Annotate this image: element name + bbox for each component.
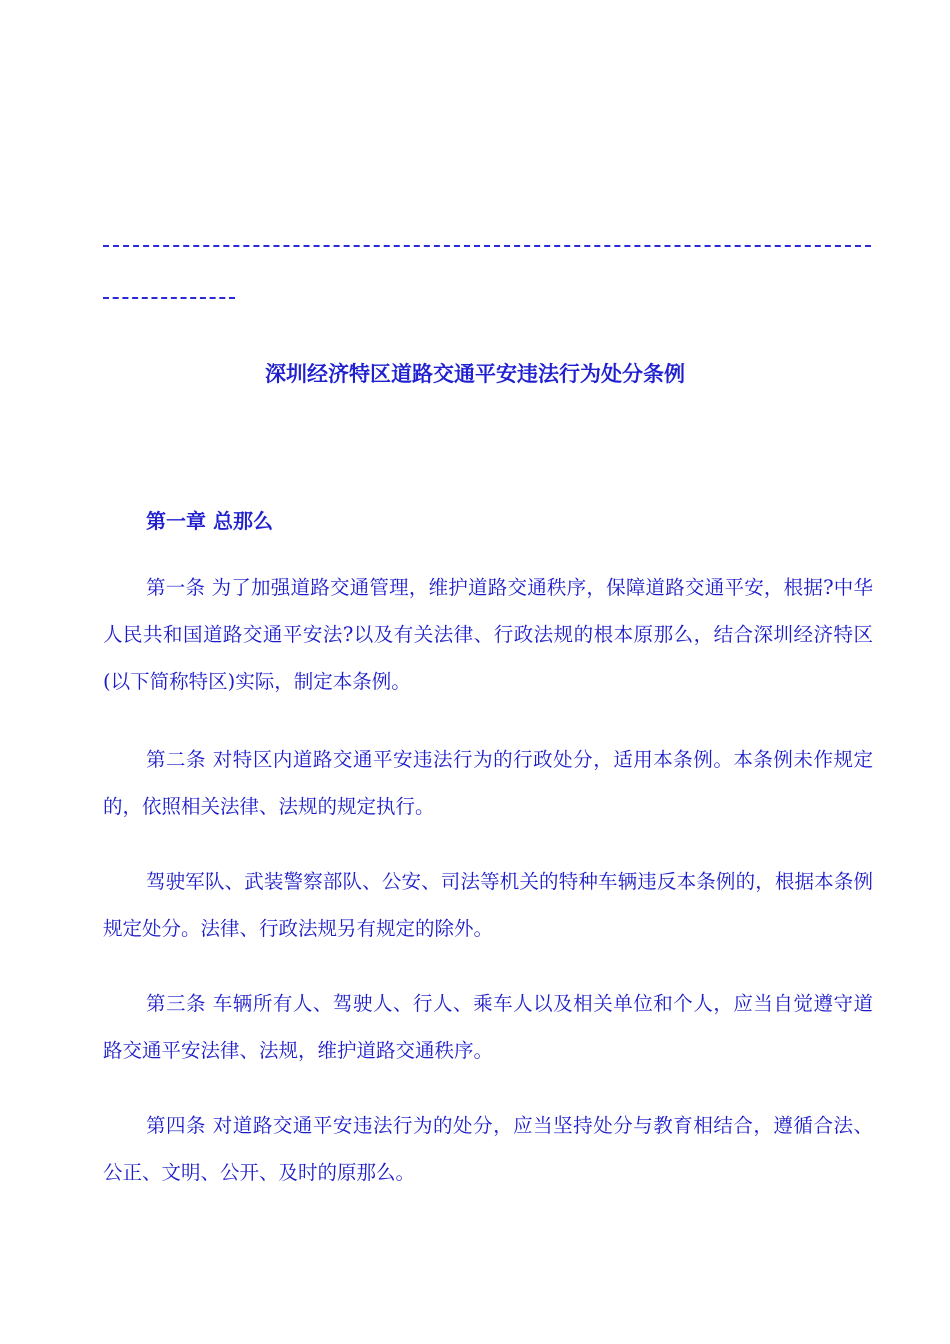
article-1-paragraph: 第一条 为了加强道路交通管理，维护道路交通秩序，保障道路交通平安，根据?中华人民共和国道路交通平安法?以及有关法律、行政法规的根本原那么，结合深圳经济特区(以下简称特区)实际，制定本条例。: [103, 576, 873, 693]
chapter-heading: 第一章 总那么: [146, 509, 273, 533]
article-3-paragraph: 第三条 车辆所有人、驾驶人、行人、乘车人以及相关单位和个人，应当自觉遵守道路交通平安法律、法规，维护道路交通秩序。: [103, 992, 873, 1062]
dashed-separator-short: [103, 297, 235, 299]
article-2-paragraph: 第二条 对特区内道路交通平安违法行为的行政处分，适用本条例。本条例未作规定的，依照相关法律、法规的规定执行。: [103, 748, 873, 818]
article-2-supplement-paragraph: 驾驶军队、武装警察部队、公安、司法等机关的特种车辆违反本条例的，根据本条例规定处分。法律、行政法规另有规定的除外。: [103, 870, 873, 940]
dashed-separator-top: [103, 245, 871, 247]
article-4-paragraph: 第四条 对道路交通平安违法行为的处分，应当坚持处分与教育相结合，遵循合法、公正、文明、公开、及时的原那么。: [103, 1114, 873, 1184]
document-title: 深圳经济特区道路交通平安违法行为处分条例: [265, 362, 685, 386]
